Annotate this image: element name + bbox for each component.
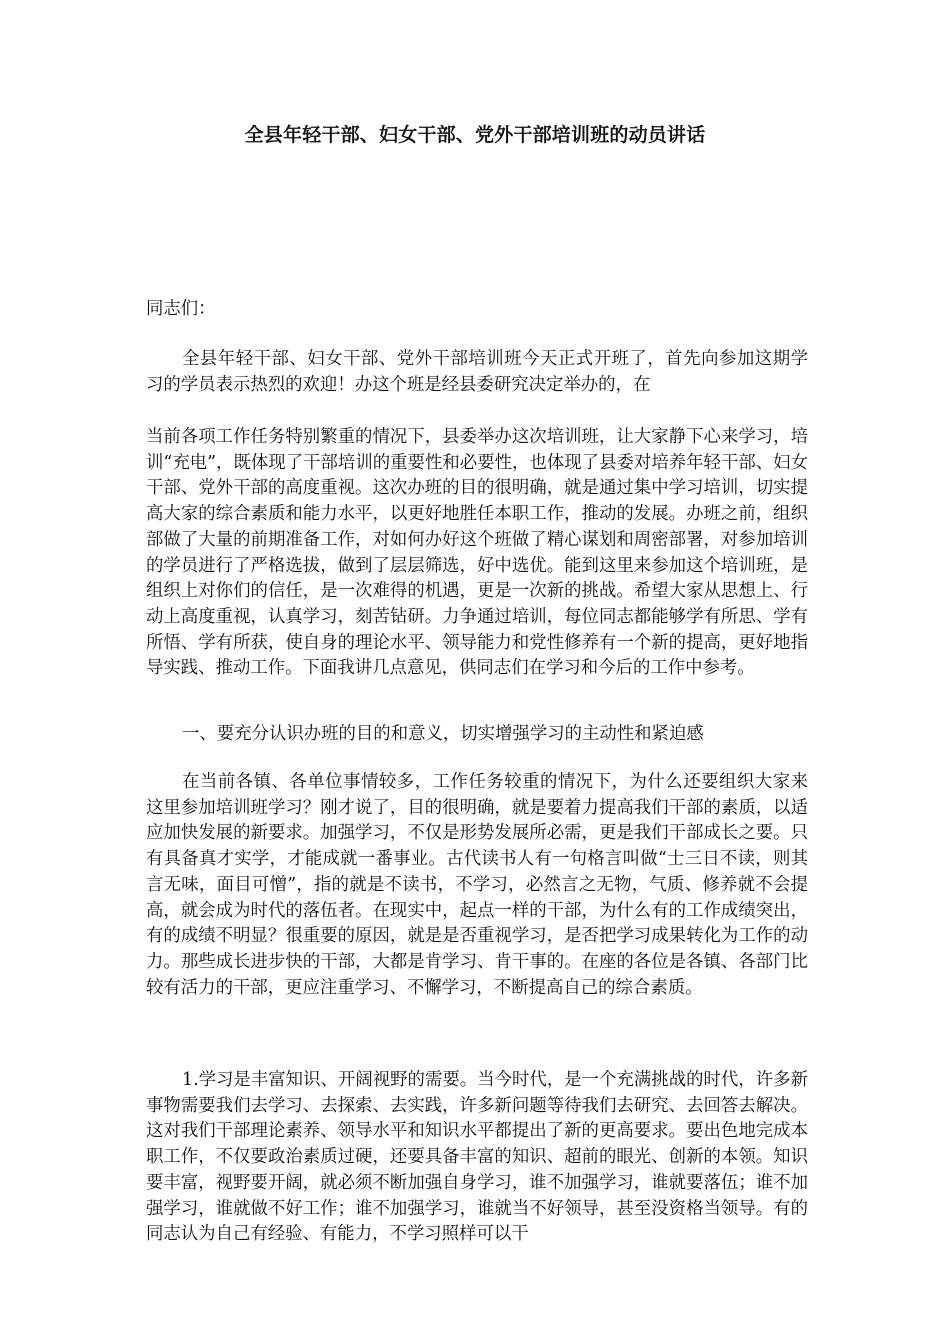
paragraph-point-one: 1.学习是丰富知识、开阔视野的需要。当今时代，是一个充满挑战的时代，许多新事物需要我们去学习、去探索、去实践，许多新问题等待我们去研究、去回答去解决。这对我们干部理论素养、领导水平和知识水平都提出了新的更高要求。要出色地完成本职工作，不仅要政治素质过硬，还要具备丰富的知识、超前的眼光、创新的本领。知识要丰富，视野要开阔，就必须不断加强自身学习，谁不加强学习，谁就要落伍；谁不加强学习，谁就做不好工作；谁不加强学习，谁就当不好领导，甚至没资格当领导。有的同志认为自己有经验、有能力，不学习照样可以干 (146, 1070, 808, 1245)
paragraph-section-one-body: 在当前各镇、各单位事情较多，工作任务较重的情况下，为什么还要组织大家来这里参加培训班学习？刚才说了，目的很明确，就是要着力提高我们干部的素质，以适应加快发展的新要求。加强学习，不仅是形势发展所必需，更是我们干部成长之要。只有具备真才实学，才能成就一番事业。古代读书人有一句格言叫做“士三日不读，则其言无味，面目可憎”，指的就是不读书，不学习，必然言之无物，气质、修养就不会提高，就会成为时代的落伍者。在现实中，起点一样的干部，为什么有的工作成绩突出，有的成绩不明显？很重要的原因，就是是否重视学习，是否把学习成果转化为工作的动力。那些成长进步快的干部，大都是肯学习、肯干事的。在座的各位是各镇、各部门比较有活力的干部，更应注重学习、不懈学习，不断提高自己的综合素质。 (146, 772, 808, 998)
paragraph-opening: 全县年轻干部、妇女干部、党外干部培训班今天正式开班了，首先向参加这期学习的学员表示热烈的欢迎！办这个班是经县委研究决定举办的，在 (146, 349, 808, 395)
document-title: 全县年轻干部、妇女干部、党外干部培训班的动员讲话 (244, 124, 706, 146)
paragraph-continuation: 当前各项工作任务特别繁重的情况下，县委举办这次培训班，让大家静下心来学习，培训“充电”，既体现了干部培训的重要性和必要性，也体现了县委对培养年轻干部、妇女干部、党外干部的高度重视。这次办班的目的很明确，就是通过集中学习培训，切实提高大家的综合素质和能力水平，以更好地胜任本职工作，推动的发展。办班之前，组织部做了大量的前期准备工作，对如何办好这个班做了精心谋划和周密部署，对参加培训的学员进行了严格选拔，做到了层层筛选，好中选优。能到这里来参加这个培训班，是组织上对你们的信任，是一次难得的机遇，更是一次新的挑战。希望大家从思想上、行动上高度重视，认真学习，刻苦钻研。力争通过培训，每位同志都能够学有所思、学有所悟、学有所获，使自身的理论水平、领导能力和党性修养有一个新的提高，更好地指导实践、推动工作。下面我讲几点意见，供同志们在学习和今后的工作中参考。 (146, 427, 808, 679)
section-heading-one: 一、要充分认识办班的目的和意义，切实增强学习的主动性和紧迫感 (182, 724, 704, 744)
salutation: 同志们： (146, 299, 216, 319)
